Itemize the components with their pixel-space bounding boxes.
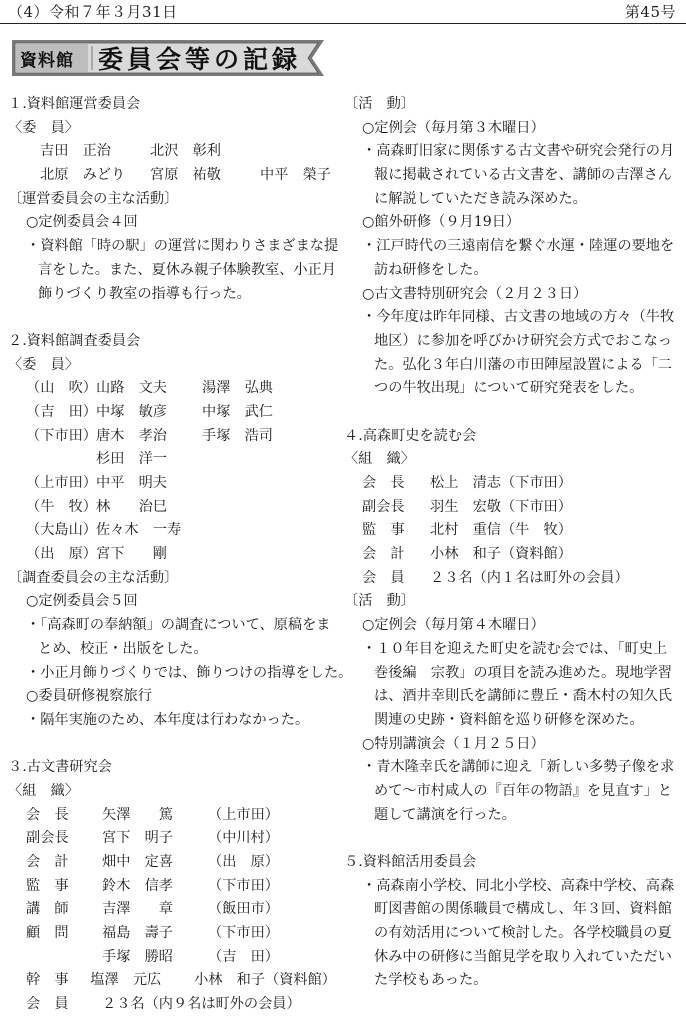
org-row: 会 員 ２３名（内１名は町外の会員）: [362, 569, 629, 586]
bullet-line: ・小正月飾りづくりでは、飾りつけの指導をした。: [26, 664, 353, 681]
org-row: 監 事 鈴木 信孝 （下市田）: [26, 877, 279, 894]
org-row: 幹 事 塩澤 元広 小林 和子（資料館）: [26, 972, 336, 989]
section-2-item: ○定例委員会５回: [26, 593, 138, 610]
section-2-members-label: 〈委 員〉: [8, 356, 79, 373]
bullet-line: 地区）に参加を呼びかけ研究会方式でおこなっ: [374, 332, 672, 349]
section-4-item: ○特別講演会（１月２５日）: [362, 735, 545, 752]
member-row: （牛 牧） 林 治巳: [26, 498, 167, 515]
banner-title: 委員会等の記録: [98, 45, 302, 74]
member-row: （大島山） 佐々木 一寿: [26, 522, 182, 539]
section-3-item: ○館外研修（９月19日）: [362, 214, 521, 231]
section-1-members-label: 〈委 員〉: [8, 119, 79, 136]
bullet-line: た学校もあった。: [374, 972, 488, 989]
bullet-line: に解説していただき読み深めた。: [374, 190, 587, 207]
bullet-line: ・隔年実施のため、本年度は行わなかった。: [26, 711, 310, 728]
section-3-item: ○古文書特別研究会（２月２３日）: [362, 285, 588, 302]
bullet-line: ・高森町旧家に関係する古文書や研究会発行の月: [362, 143, 675, 160]
section-4-activities-label: 〔活 動〕: [344, 593, 415, 610]
member-row: 北原 みどり 宮原 祐敬 中平 榮子: [40, 167, 331, 184]
member-row: （下市田） 唐木 孝治 手塚 浩司: [26, 427, 273, 444]
section-2-item: ○委員研修視察旅行: [26, 688, 152, 705]
bullet-line: 飾りづくり教室の指導も行った。: [38, 285, 251, 302]
bullet-line: は、酒井幸則氏を講師に豊丘・喬木村の知久氏: [374, 688, 672, 705]
bullet-line: 報に掲載されている古文書を、講師の吉澤さん: [374, 167, 672, 184]
section-2-activities-label: 〔調査委員会の主な活動〕: [8, 569, 179, 586]
bullet-line: 巻後編 宗教」の項目を読み進めた。現地学習: [374, 664, 672, 681]
section-1-activities-label: 〔運営委員会の主な活動〕: [8, 190, 179, 207]
section-3-org-label: 〈組 織〉: [8, 782, 79, 799]
section-3-item: ○定例会（毎月第３木曜日）: [362, 119, 545, 136]
bullet-line: ・資料館「時の駅」の運営に関わりさまざまな提: [26, 238, 339, 255]
org-row: 顧 問 福島 壽子 （下市田）: [26, 925, 279, 942]
org-row: 会 長 矢澤 篤 （上市田）: [26, 806, 279, 823]
bullet-line: ・江戸時代の三遠南信を繋ぐ水運・陸運の要地を: [362, 238, 675, 255]
org-row: 監 事 北村 重信（牛 牧）: [362, 522, 572, 539]
member-row: （山 吹） 山路 文夫 湯澤 弘典: [26, 380, 273, 397]
left-column: [8, 93, 353, 1017]
org-row: 会 員 ２３名（内９名は町外の会員）: [26, 996, 301, 1013]
bullet-line: ・青木隆幸氏を講師に迎え「新しい多勢子像を求: [362, 759, 675, 776]
bullet-line: ・「高森町の奉納額」の調査について、原稿をま: [26, 617, 331, 634]
section-2-title: ２.資料館調査委員会: [8, 332, 141, 349]
banner-subtitle: 資料館: [20, 51, 74, 71]
page-header: [0, 0, 686, 24]
bullet-line: た。弘化３年白川藩の市田陣屋設置による「二: [374, 356, 672, 373]
section-5-title: ５.資料館活用委員会: [344, 854, 477, 870]
section-1-item: ○定例委員会４回: [26, 214, 138, 231]
bullet-line: ・１０年目を迎えた町史を読む会では、「町史上: [362, 640, 668, 657]
section-1-title: １.資料館運営委員会: [8, 96, 141, 112]
bullet-line: の有効活用について検討した。各学校職員の夏: [374, 925, 672, 942]
bullet-line: 言をした。また、夏休み親子体験教室、小正月: [38, 261, 336, 278]
issue-number: 第45号: [624, 3, 676, 21]
bullet-line: とめ、校正・出版をした。: [38, 640, 208, 657]
member-row: （上市田） 中平 明夫: [26, 475, 167, 491]
bullet-line: 町図書館の関係職員で構成し、年３回、資料館: [374, 901, 672, 918]
section-3-activities-label: 〔活 動〕: [344, 96, 415, 112]
bullet-line: 関連の史跡・資料館を巡り研修を深めた。: [374, 711, 644, 728]
org-row: 副会長 宮下 明子 （中川村）: [26, 830, 279, 847]
bullet-line: 題して講演を行った。: [374, 806, 516, 823]
section-4-org-label: 〈組 織〉: [344, 451, 415, 468]
bullet-line: つの牛牧出現」について研究発表をした。: [374, 380, 644, 397]
issue-date: （4）令和７年３月31日: [8, 3, 178, 21]
org-row: 会 長 松上 清志（下市田）: [362, 475, 572, 491]
bullet-line: 訪ね研修をした。: [374, 261, 488, 278]
bullet-line: めて〜市村咸人の『百年の物語』を見直す」と: [374, 782, 672, 799]
org-row: 講 師 吉澤 章 （飯田市）: [26, 901, 279, 918]
section-3-title: ３.古文書研究会: [8, 759, 112, 776]
org-row: 会 計 小林 和子（資料館）: [362, 546, 572, 563]
member-row: （吉 田） 中塚 敏彦 中塚 武仁: [26, 403, 273, 420]
section-4-item: ○定例会（毎月第４木曜日）: [362, 617, 545, 634]
bullet-line: ・高森南小学校、同北小学校、高森中学校、高森: [362, 877, 675, 894]
section-4-title: ４.高森町史を読む会: [344, 427, 477, 444]
bullet-line: ・今年度は昨年同様、古文書の地域の方々（牛牧: [362, 309, 675, 326]
member-row: 吉田 正治 北沢 彰利: [40, 143, 221, 160]
org-row: 副会長 羽生 宏敬（下市田）: [362, 498, 572, 515]
right-column: [344, 93, 678, 993]
section-banner: [12, 38, 338, 78]
org-row: 手塚 勝昭 （吉 田）: [102, 948, 279, 965]
bullet-line: 休み中の研修に当館見学を取り入れていただい: [374, 948, 672, 965]
member-row: （出 原） 宮下 剛: [26, 546, 167, 563]
member-row: 杉田 洋一: [96, 451, 167, 468]
org-row: 会 計 畑中 定喜 （出 原）: [26, 854, 279, 870]
